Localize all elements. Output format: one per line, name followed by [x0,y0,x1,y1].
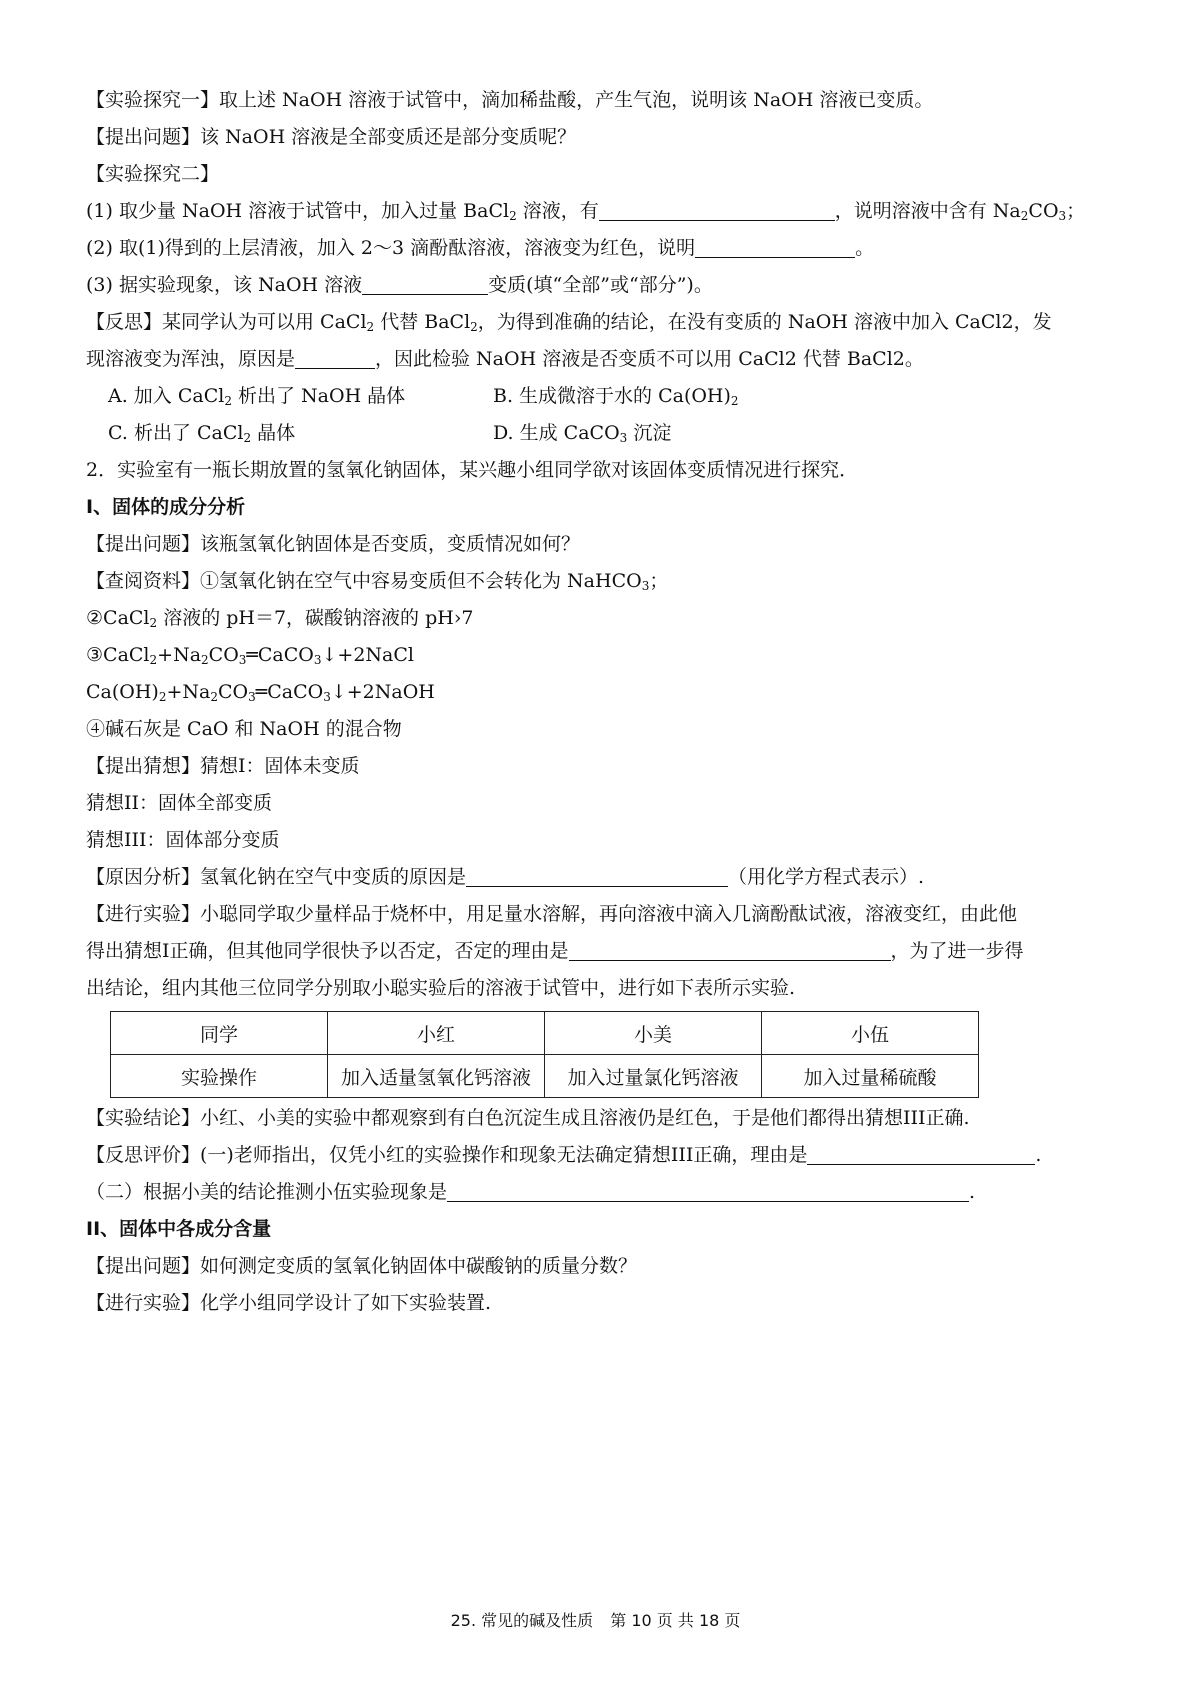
equation-line: $③CaCl_2+Na_2CO_3═CaCO_3↓+2NaCl$ [86,644,414,667]
question-line: （二）根据小美的结论推测小伍实验现象是 . [86,1174,1116,1211]
answer-blank[interactable] [807,1138,1035,1165]
text-line: 猜想II：固体全部变质 [86,792,273,814]
equation-line: $Ca(OH)_2+Na_2CO_3═CaCO_3↓+2NaOH$ [86,681,435,704]
text-line: ④碱石灰是 CaO 和 NaOH 的混合物 [86,718,402,740]
table-header-cell: 小红 [328,1012,545,1055]
option-d[interactable]: D. 生成 CaCO$_3$ 沉淀 [493,422,672,445]
answer-blank[interactable] [295,342,375,369]
text-line: 出结论，组内其他三位同学分别取小聪实验后的溶液于试管中，进行如下表所示实验. [86,977,796,999]
text-line: 【提出问题】如何测定变质的氢氧化钠固体中碳酸钠的质量分数？ [86,1255,638,1277]
option-a[interactable]: A. 加入 CaCl$_2$ 析出了 NaOH 晶体 [108,385,406,408]
answer-blank[interactable] [695,231,855,258]
text-line: 猜想III：固体部分变质 [86,829,280,851]
text-line: ②CaCl$_2$ 溶液的 pH＝7，碳酸钠溶液的 pH›7 [86,607,474,630]
answer-blank[interactable] [466,860,728,887]
answer-blank[interactable] [569,934,891,961]
question-line: 得出猜想I正确，但其他同学很快予以否定，否定的理由是 ，为了进一步得 [86,933,1116,970]
answer-blank[interactable] [447,1175,969,1202]
text-line: 【实验结论】小红、小美的实验中都观察到有白色沉淀生成且溶液仍是红色，于是他们都得出猜想III正确. [86,1107,970,1129]
question-line: (1) 取少量 NaOH 溶液于试管中，加入过量 BaCl$_2$ 溶液，有 ，说明溶液中含有 $Na_2CO_3$； [86,193,1116,230]
answer-blank[interactable] [599,194,835,221]
page-footer [0,1608,1191,1631]
question-line: 现溶液变为浑浊，原因是 ，因此检验 NaOH 溶液是否变质不可以用 CaCl2 代替 BaCl2。 [86,341,1116,378]
table-cell: 加入过量稀硫酸 [762,1055,979,1098]
footer-title: 25. 常见的碱及性质 [450,1611,594,1630]
table-header-cell: 同学 [111,1012,328,1055]
question-line: 【反思评价】(一)老师指出，仅凭小红的实验操作和现象无法确定猜想III正确，理由是 . [86,1137,1116,1174]
experiment-table [110,1011,979,1098]
option-c[interactable]: C. 析出了 CaCl$_2$ 晶体 [108,422,296,445]
text-line: 【进行实验】小聪同学取少量样品于烧杯中，用足量水溶解，再向溶液中滴入几滴酚酞试液，溶液变红，由此他 [86,903,1018,925]
text-line: 【反思】某同学认为可以用 CaCl$_2$ 代替 BaCl$_2$，为得到准确的结论，在没有变质的 NaOH 溶液中加入 CaCl2，发 [86,311,1052,334]
section-heading: 【实验探究二】 [86,163,220,185]
text-line: 【提出猜想】猜想I：固体未变质 [86,755,360,777]
text-line: 【提出问题】该瓶氢氧化钠固体是否变质，变质情况如何？ [86,533,581,555]
text-line: 【进行实验】化学小组同学设计了如下实验装置. [86,1292,492,1314]
table-row [111,1012,979,1055]
text-line: 【实验探究一】取上述 NaOH 溶液于试管中，滴加稀盐酸，产生气泡，说明该 NaOH 溶液已变质。 [86,89,934,111]
option-row [86,415,1116,452]
text-line: 【查阅资料】①氢氧化钠在空气中容易变质但不会转化为 NaHCO$_3$； [86,570,669,593]
answer-blank[interactable] [362,268,488,295]
part-heading: II、固体中各成分含量 [86,1218,272,1240]
question-line: (3) 据实验现象，该 NaOH 溶液 变质(填“全部”或“部分”)。 [86,267,1116,304]
text-line: 【提出问题】该 NaOH 溶液是全部变质还是部分变质呢？ [86,126,577,148]
option-b[interactable]: B. 生成微溶于水的 $Ca(OH)_2$ [493,385,739,408]
table-cell: 加入过量氯化钙溶液 [545,1055,762,1098]
table-header-cell: 小美 [545,1012,762,1055]
page-number: 第 10 页 共 18 页 [610,1611,741,1630]
question-line: 【原因分析】氢氧化钠在空气中变质的原因是 （用化学方程式表示）. [86,859,1116,896]
table-row [111,1055,979,1098]
question-line: (2) 取(1)得到的上层清液，加入 2～3 滴酚酞溶液，溶液变为红色，说明 。 [86,230,1116,267]
option-row [86,378,1116,415]
table-cell: 实验操作 [111,1055,328,1098]
table-header-cell: 小伍 [762,1012,979,1055]
table-cell: 加入适量氢氧化钙溶液 [328,1055,545,1098]
question-title: 2．实验室有一瓶长期放置的氢氧化钠固体，某兴趣小组同学欲对该固体变质情况进行探究． [86,459,859,481]
part-heading: I、固体的成分分析 [86,496,246,518]
document-page [86,82,1116,1322]
